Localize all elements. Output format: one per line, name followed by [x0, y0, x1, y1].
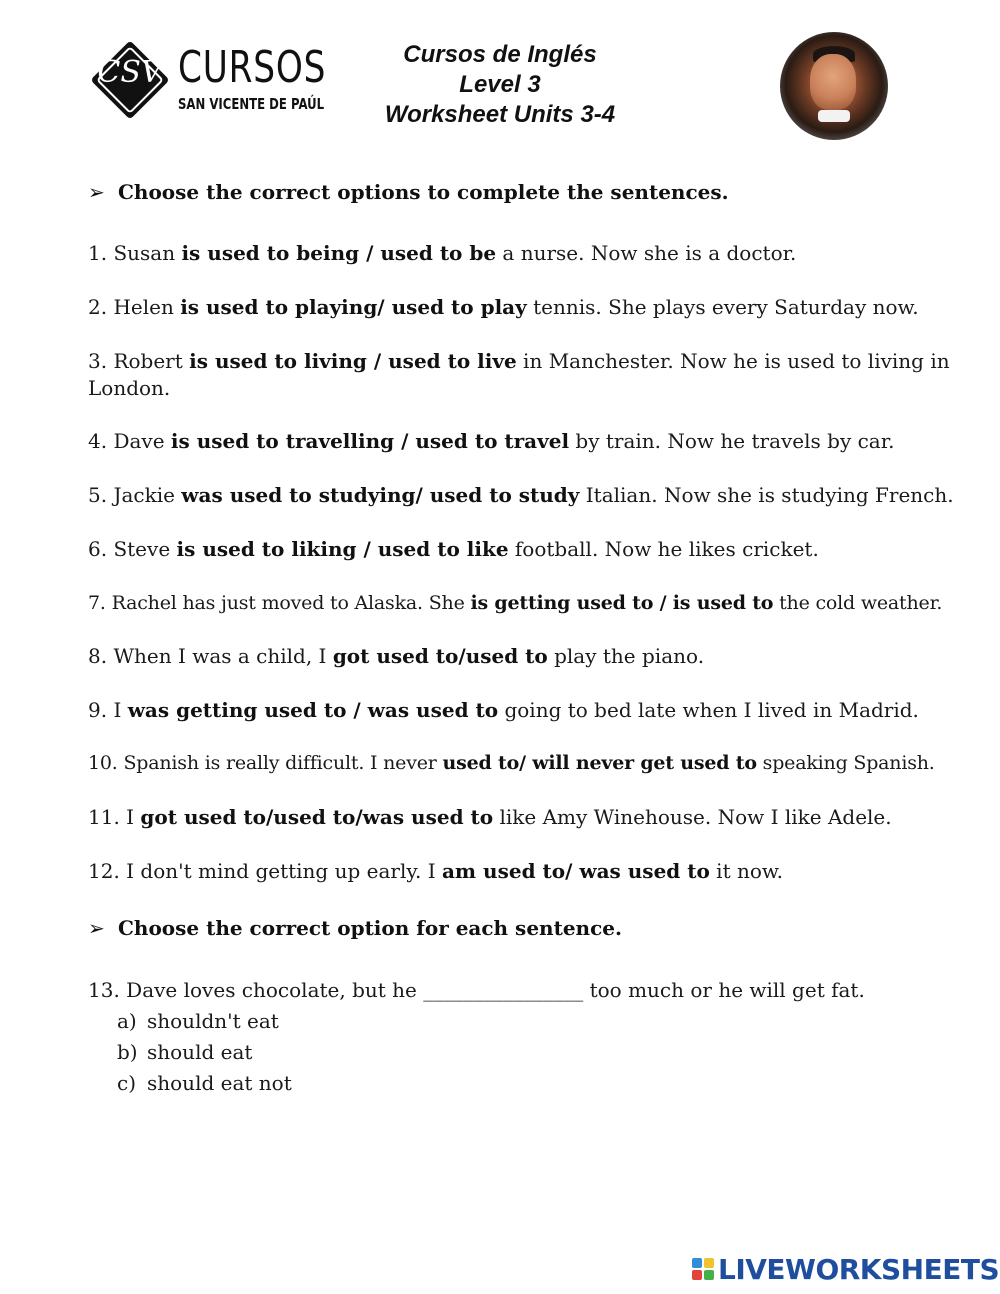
question-5: 5. Jackie was used to studying/ used to study Italian. Now she is studying French. — [88, 483, 954, 507]
question-3: 3. Robert is used to living / used to live in Manchester. Now he is used to living in London. — [88, 349, 950, 400]
question-2-options[interactable]: is used to playing/ used to play — [180, 295, 527, 319]
question-7: 7. Rachel has just moved to Alaska. She is getting used to / is used to the cold weather. — [88, 592, 943, 614]
question-1: 1. Susan is used to being / used to be a nurse. Now she is a doctor. — [88, 241, 797, 265]
question-8-options[interactable]: got used to/used to — [332, 644, 548, 668]
title-line-level: Level 3 — [459, 71, 541, 98]
question-1-options[interactable]: is used to being / used to be — [181, 241, 497, 265]
brand-square-2 — [704, 1258, 714, 1268]
logo-subtitle: SAN VICENTE DE PAÚL — [178, 95, 325, 113]
question-13: 13. Dave loves chocolate, but he ________________ too much or he will get fat. — [88, 978, 865, 1002]
question-4-options[interactable]: is used to travelling / used to travel — [170, 429, 570, 453]
brand-square-1 — [692, 1258, 702, 1268]
question-8: 8. When I was a child, I got used to/used to play the piano. — [88, 644, 705, 668]
option-b-text: should eat — [147, 1040, 253, 1064]
question-6-options[interactable]: is used to liking / used to like — [176, 537, 509, 561]
question-2: 2. Helen is used to playing/ used to play tennis. She plays every Saturday now. — [88, 295, 919, 319]
question-9-options[interactable]: was getting used to / was used to — [127, 698, 499, 722]
logo-diamond-icon — [88, 38, 172, 122]
section2-heading-text: Choose the correct option for each sentence. — [118, 916, 622, 940]
arrow-bullet-icon: ➢ — [88, 916, 105, 940]
question-10-options[interactable]: used to/ will never get used to — [442, 752, 757, 774]
section1-heading-text: Choose the correct options to complete the sentences. — [118, 180, 729, 204]
section2-heading — [88, 915, 622, 941]
question-11-options[interactable]: got used to/used to/was used to — [140, 805, 494, 829]
liveworksheets-wordmark: LIVEWORKSHEETS — [718, 1253, 1000, 1286]
brand-square-3 — [692, 1270, 702, 1280]
option-b[interactable]: b) should eat — [117, 1040, 253, 1064]
saint-portrait-image — [780, 32, 888, 140]
question-3-options[interactable]: is used to living / used to live — [189, 349, 517, 373]
question-12: 12. I don't mind getting up early. I am used to/ was used to it now. — [88, 859, 784, 883]
logo-wordmark: CURSOS — [178, 42, 327, 93]
question-11: 11. I got used to/used to/was used to like Amy Winehouse. Now I like Adele. — [88, 805, 892, 829]
school-logo — [88, 38, 327, 122]
question-5-options[interactable]: was used to studying/ used to study — [181, 483, 580, 507]
question-6: 6. Steve is used to liking / used to like football. Now he likes cricket. — [88, 537, 819, 561]
title-line-course: Cursos de Inglés — [403, 41, 597, 68]
question-10: 10. Spanish is really difficult. I never used to/ will never get used to speaking Spanish. — [88, 752, 935, 774]
question-9: 9. I was getting used to / was used to going to bed late when I lived in Madrid. — [88, 698, 919, 722]
question-7-options[interactable]: is getting used to / is used to — [470, 592, 774, 614]
option-c[interactable]: c) should eat not — [117, 1071, 292, 1095]
option-c-text: should eat not — [147, 1071, 292, 1095]
question-4: 4. Dave is used to travelling / used to travel by train. Now he travels by car. — [88, 429, 895, 453]
question-12-options[interactable]: am used to/ was used to — [441, 859, 710, 883]
option-a-text: shouldn't eat — [147, 1009, 279, 1033]
worksheet-title — [300, 40, 700, 130]
logo-monogram: CSV — [97, 55, 163, 90]
option-a[interactable]: a) shouldn't eat — [117, 1009, 279, 1033]
title-line-worksheet: Worksheet Units 3-4 — [384, 101, 616, 128]
liveworksheets-logo-icon — [692, 1258, 714, 1282]
brand-square-4 — [704, 1270, 714, 1280]
section1-heading — [88, 179, 729, 205]
arrow-bullet-icon: ➢ — [88, 180, 105, 204]
